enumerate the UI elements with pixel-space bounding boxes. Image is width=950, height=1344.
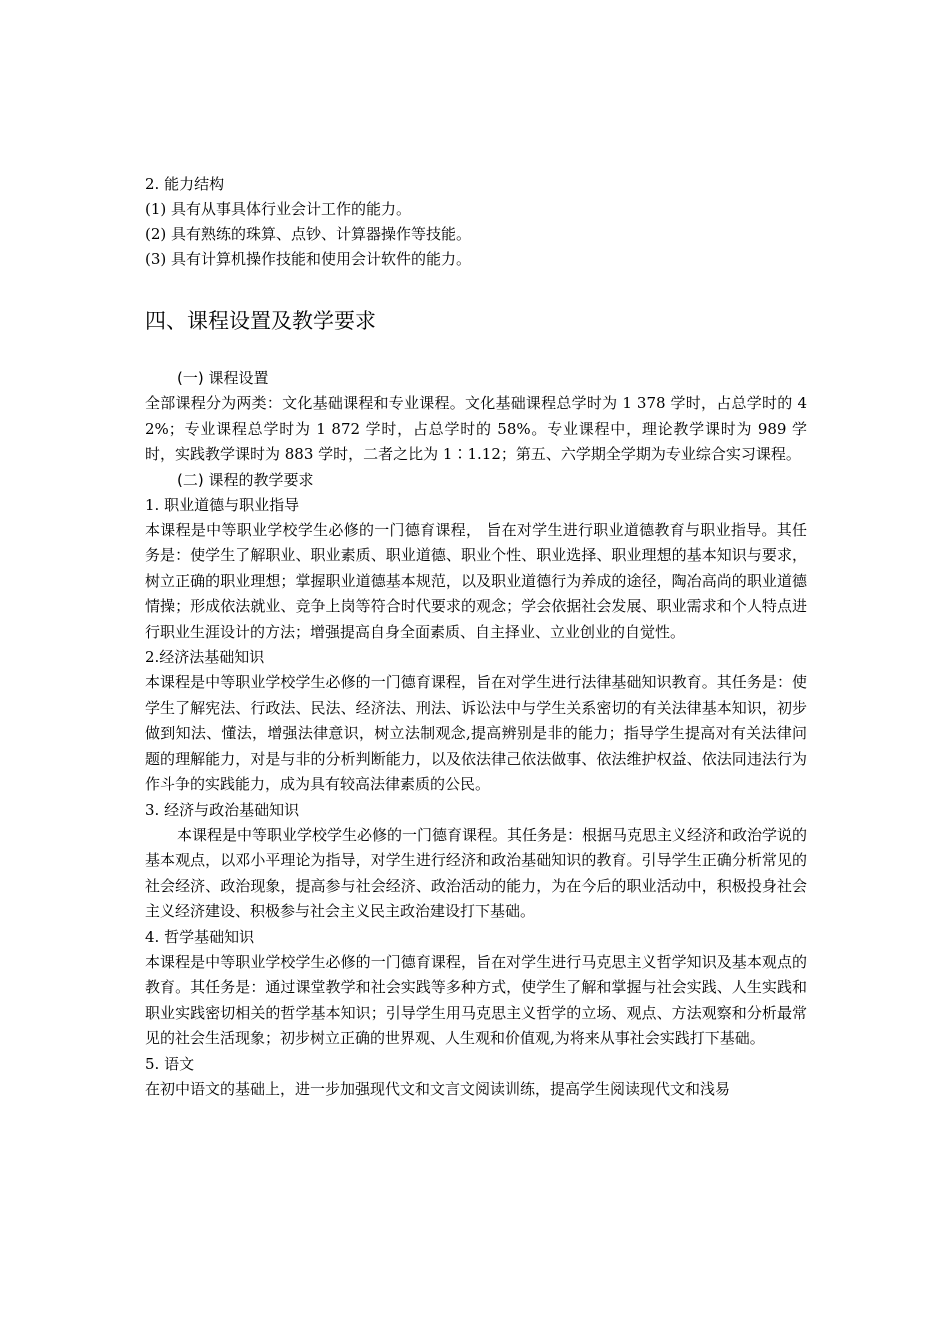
subsection-teaching-requirements: (二) 课程的教学要求 bbox=[177, 470, 314, 489]
course-title-3: 3. 经济与政治基础知识 bbox=[145, 800, 300, 819]
course-paragraph-3: 本课程是中等职业学校学生必修的一门德育课程。其任务是：根据马克思主义经济和政治学说的基本观点，以邓小平理论为指导，对学生进行经济和政治基础知识的教育。引导学生正确分析常见的社会经济、政治现象，提高参与社会经济、政治活动的能力，为在今后的职业活动中，积极投身社会主义经济建设、积极参与社会主义民主政治建设打下基础。 bbox=[145, 825, 808, 920]
course-paragraph-4: 本课程是中等职业学校学生必修的一门德育课程，旨在对学生进行马克思主义哲学知识及基本观点的教育。其任务是：通过课堂教学和社会实践等多种方式，使学生了解和掌握与社会实践、人生实践和职业实践密切相关的哲学基本知识；引导学生用马克思主义哲学的立场、观点、方法观察和分析最常见的社会生活现象；初步树立正确的世界观、人生观和价值观,为将来从事社会实践打下基础。 bbox=[145, 952, 807, 1047]
course-paragraph-5: 在初中语文的基础上，进一步加强现代文和文言文阅读训练，提高学生阅读现代文和浅易 bbox=[145, 1079, 731, 1098]
section-heading: 四、课程设置及教学要求 bbox=[145, 309, 376, 333]
ability-title: 2. 能力结构 bbox=[145, 175, 225, 193]
subsection-course-setup: (一) 课程设置 bbox=[177, 369, 269, 387]
course-paragraph-2: 本课程是中等职业学校学生必修的一门德育课程，旨在对学生进行法律基础知识教育。其任务是：使学生了解宪法、行政法、民法、经济法、刑法、诉讼法中与学生关系密切的有关法律基本知识，初步做到知法、懂法，增强法律意识，树立法制观念,提高辨别是非的能力；指导学生提高对有关法律问题的理解能力，对是与非的分析判断能力，以及依法律己依法做事、依法维护权益、依法同违法行为作斗争的实践能力，成为具有较高法律素质的公民。 bbox=[145, 673, 807, 793]
course-title-5: 5. 语文 bbox=[145, 1054, 195, 1073]
ability-item-3: (3) 具有计算机操作技能和使用会计软件的能力。 bbox=[145, 250, 472, 268]
course-paragraph-1: 本课程是中等职业学校学生必修的一门德育课程， 旨在对学生进行职业道德教育与职业指导。其任务是：使学生了解职业、职业素质、职业道德、职业个性、职业选择、职业理想的基本知识与要求，树立正确的职业理想；掌握职业道德基本规范，以及职业道德行为养成的途径，陶冶高尚的职业道德情操；形成依法就业、竞争上岗等符合时代要求的观念；学会依据社会发展、职业需求和个人特点进行职业生涯设计的方法；增强提高自身全面素质、自主择业、立业创业的自觉性。 bbox=[145, 520, 807, 641]
course-title-1: 1. 职业道德与职业指导 bbox=[145, 495, 300, 514]
course-title-4: 4. 哲学基础知识 bbox=[145, 927, 255, 946]
course-title-2: 2.经济法基础知识 bbox=[145, 648, 265, 666]
ability-item-2: (2) 具有熟练的珠算、点钞、计算器操作等技能。 bbox=[145, 225, 472, 243]
course-setup-paragraph: 全部课程分为两类：文化基础课程和专业课程。文化基础课程总学时为 1 378 学时，占总学时的 42%；专业课程总学时为 1 872 学时，占总学时的 58%。专业课程中，理论教学课时为 989 学时，实践教学课时为 883 学时，二者之比为 1∶1.12；第五、六学期全学期为专业综合实习课程。 bbox=[145, 394, 807, 463]
document-body bbox=[145, 172, 807, 1102]
ability-item-1: (1) 具有从事具体行业会计工作的能力。 bbox=[145, 200, 412, 218]
